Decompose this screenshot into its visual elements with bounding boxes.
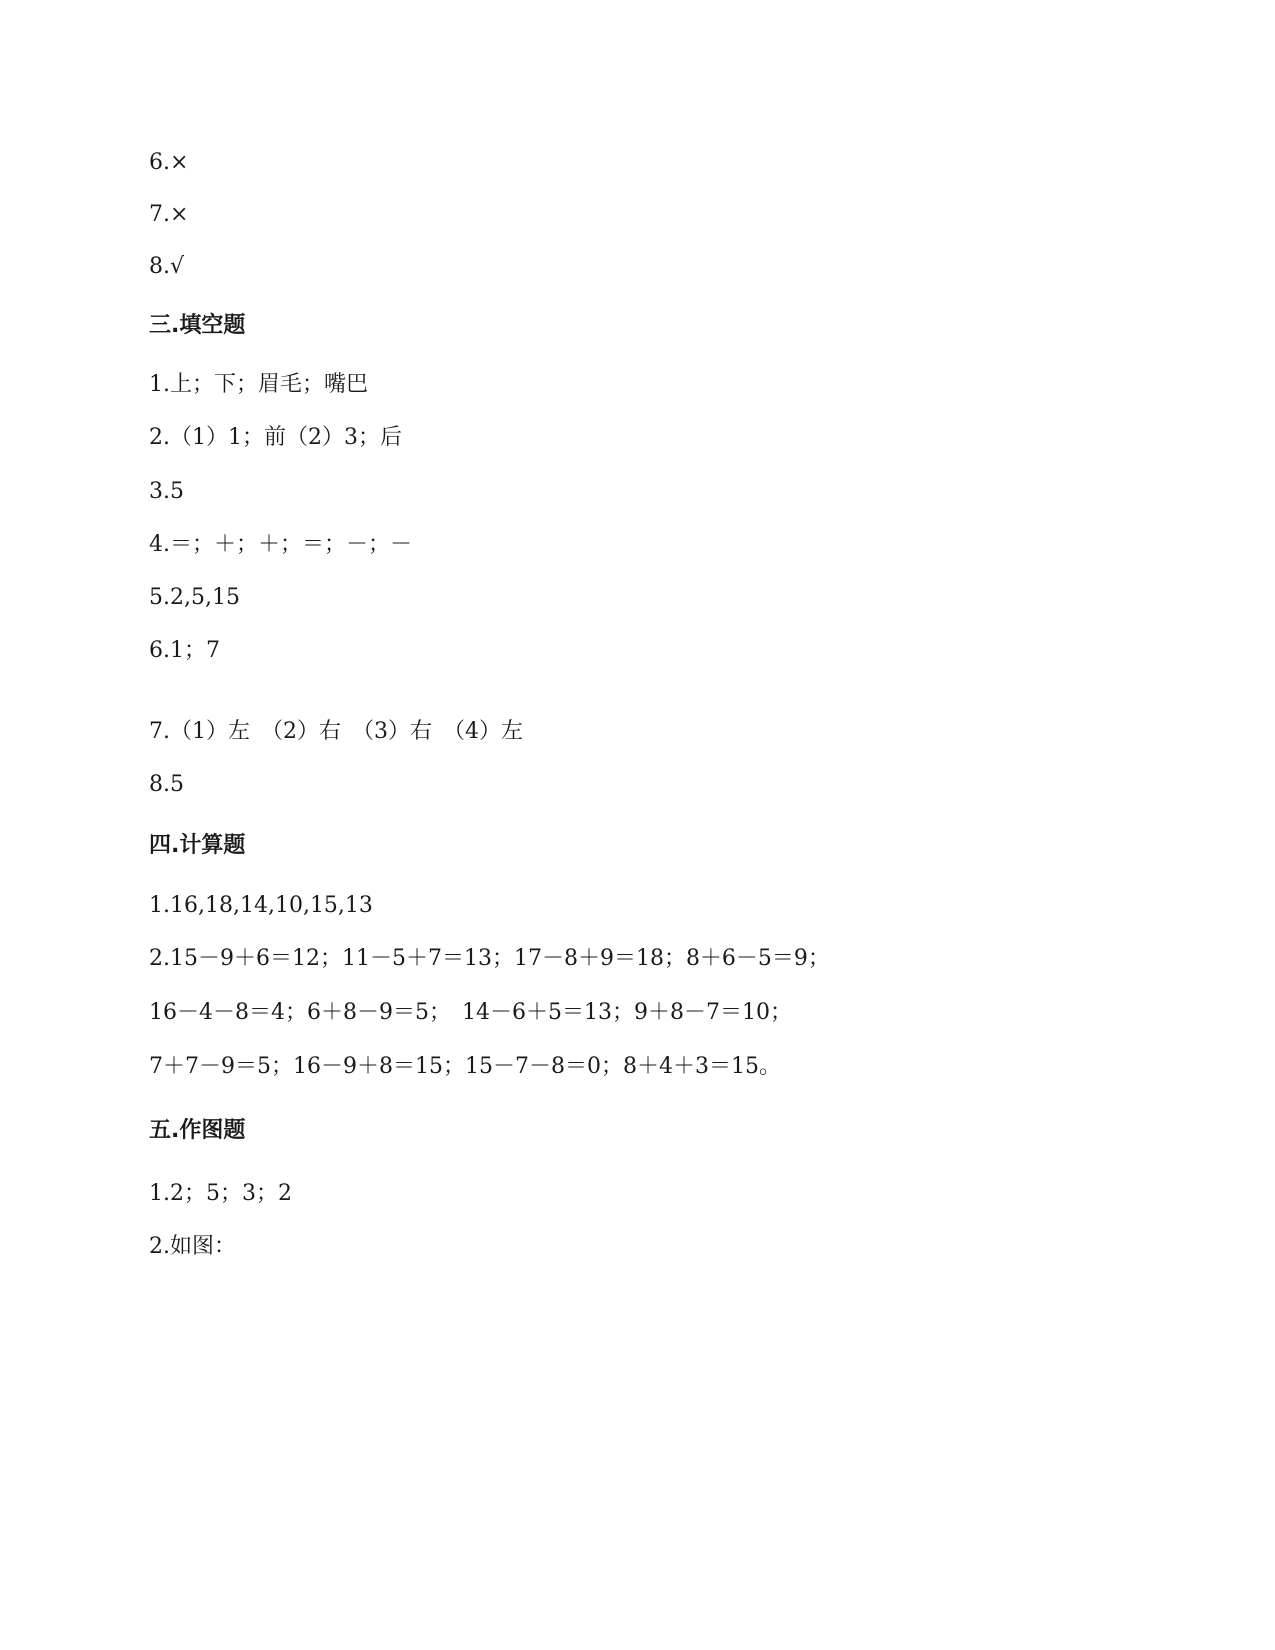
answer-line: 7.× bbox=[149, 202, 189, 227]
answer-line: 6.× bbox=[149, 150, 189, 175]
section-heading-drawing: 五.作图题 bbox=[149, 1118, 246, 1143]
answer-line: 7.（1）左 （2）右 （3）右 （4）左 bbox=[149, 719, 523, 744]
answer-line: 5.2,5,15 bbox=[149, 585, 240, 610]
answer-line: 16－4－8＝4；6＋8－9＝5； 14－6＋5＝13；9＋8－7＝10； bbox=[149, 1000, 792, 1025]
answer-line: 6.1；7 bbox=[149, 638, 220, 663]
answer-line: 2.（1）1；前（2）3；后 bbox=[149, 425, 402, 450]
answer-line: 8.√ bbox=[149, 254, 185, 279]
answer-line: 3.5 bbox=[149, 479, 184, 504]
answer-line: 1.16,18,14,10,15,13 bbox=[149, 893, 373, 918]
answer-line: 8.5 bbox=[149, 772, 184, 797]
answer-line: 1.2；5；3；2 bbox=[149, 1181, 292, 1206]
answer-line: 2.如图： bbox=[149, 1234, 236, 1259]
answer-line: 7＋7－9＝5；16－9＋8＝15；15－7－8＝0；8＋4＋3＝15。 bbox=[149, 1054, 781, 1079]
section-heading-fill-in: 三.填空题 bbox=[149, 313, 246, 338]
answer-line: 2.15－9＋6＝12；11－5＋7＝13；17－8＋9＝18；8＋6－5＝9； bbox=[149, 946, 830, 971]
answer-line: 4.＝；＋；＋；＝；－；－ bbox=[149, 532, 412, 557]
section-heading-calculation: 四.计算题 bbox=[149, 833, 246, 858]
answer-line: 1.上；下；眉毛；嘴巴 bbox=[149, 372, 368, 397]
